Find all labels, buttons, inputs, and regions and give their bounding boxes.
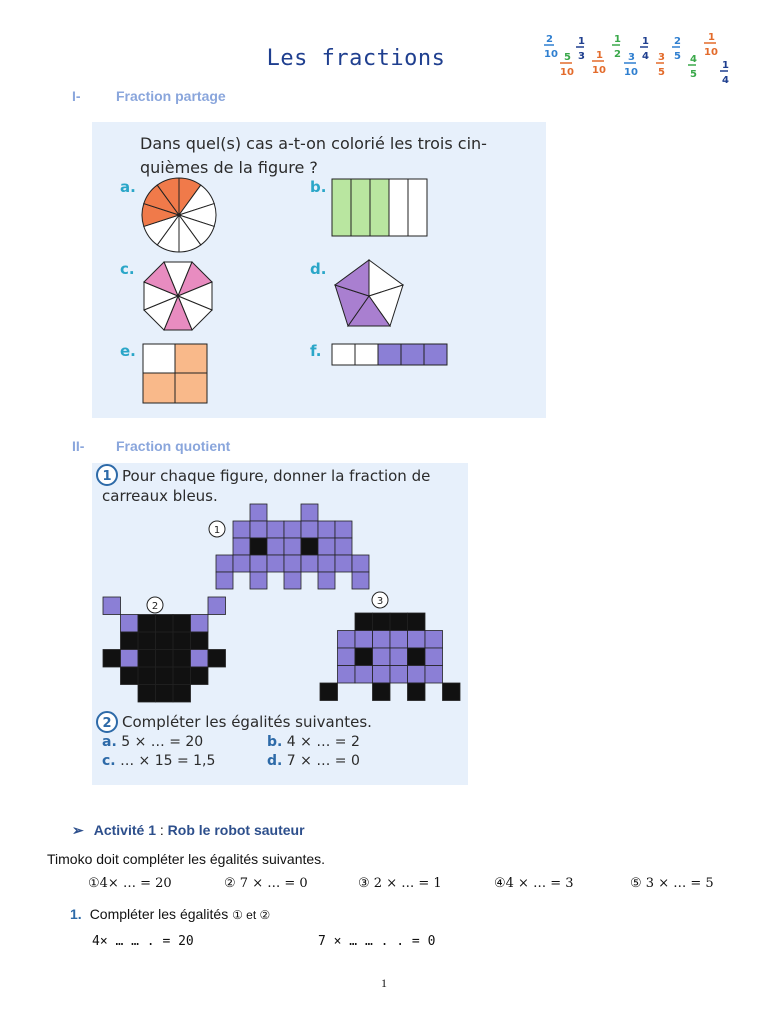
section-title: Fraction quotient [116, 438, 231, 454]
pixel-cell [390, 613, 408, 631]
pixel-cell [408, 683, 426, 701]
svg-text:10: 10 [704, 47, 718, 58]
question-line-1: Dans quel(s) cas a-t-on colorié les trois cin- [140, 134, 487, 153]
activity-separator: : [155, 822, 168, 838]
pixel-cell [138, 685, 156, 703]
svg-text:3: 3 [578, 51, 585, 62]
pixel-cell [408, 613, 426, 631]
page-title: Les fractions [266, 46, 446, 71]
pixel-cell [138, 667, 156, 685]
pixel-cell [408, 631, 426, 649]
pixel-cell [250, 521, 267, 538]
pixel-cell [373, 631, 391, 649]
activity-intro: Timoko doit compléter les égalités suivantes. [47, 851, 326, 867]
pixel-cell [191, 667, 209, 685]
figure-e-square [143, 344, 207, 403]
figure-label-d: d. [310, 260, 327, 278]
activity-heading [72, 822, 305, 839]
activity-equation-4: ④4 × … = 3 [494, 876, 574, 891]
figure-f-bar [332, 344, 447, 365]
pixel-cell [284, 555, 301, 572]
pixel-cell [301, 504, 318, 521]
svg-text:3: 3 [658, 52, 665, 63]
pixel-cell [408, 648, 426, 666]
pixel-cell [373, 683, 391, 701]
exercise-image-partage [92, 122, 546, 418]
pixel-cell [318, 555, 335, 572]
pixel-cell [373, 666, 391, 684]
figure-label-a: a. [120, 178, 136, 196]
pixel-cell [121, 667, 139, 685]
pixel-cell [121, 615, 139, 633]
badge-number-2: 2 [102, 716, 112, 731]
pixel-cell [138, 632, 156, 650]
pixel-cell [173, 685, 191, 703]
decor-frac-1b: 10 [544, 49, 558, 60]
figure-label-c: c. [120, 260, 135, 278]
pixel-cell [355, 631, 373, 649]
svg-text:5: 5 [564, 52, 571, 63]
pixel-cell [173, 632, 191, 650]
svg-text:4: 4 [642, 51, 649, 62]
activity-equation-2: ② 7 × … = 0 [224, 876, 308, 891]
pixel-cell [233, 555, 250, 572]
figure-a-circle [142, 178, 216, 252]
section-title: Fraction partage [116, 88, 226, 104]
activity-equation-1: ①4× … = 20 [88, 876, 172, 891]
page-number: 1 [381, 976, 387, 990]
pixel-cell [390, 648, 408, 666]
pixel-cell [284, 572, 301, 589]
pixel-cell [301, 555, 318, 572]
section-number: II- [72, 438, 85, 454]
decor-frac-1: 2 [546, 34, 553, 45]
equality-text: 4 × … = 2 [286, 734, 360, 750]
pixel-cell [284, 521, 301, 538]
activity-label: Activité 1 [93, 822, 156, 838]
pixel-cell [233, 521, 250, 538]
svg-text:5: 5 [690, 69, 697, 80]
figure-badge-2: 2 [151, 601, 159, 612]
pixel-cell [373, 613, 391, 631]
svg-text:1: 1 [596, 50, 603, 61]
quotient-question-1 [122, 466, 430, 486]
fractions-decoration [540, 28, 740, 90]
fraction-figures [92, 122, 546, 418]
pixel-cell [191, 632, 209, 650]
figure-label-b: b. [310, 178, 327, 196]
pixel-cell [267, 538, 284, 555]
pixel-cell [335, 555, 352, 572]
equality-label: d. [267, 753, 283, 769]
figure-d-pentagon [335, 260, 403, 326]
pixel-cell [233, 538, 250, 555]
pixel-cell [320, 683, 338, 701]
equality-label: a. [102, 734, 117, 750]
pixel-cell [250, 555, 267, 572]
question-text: Compléter les égalités [89, 906, 229, 922]
pixel-cell [335, 538, 352, 555]
pixel-cell [156, 685, 174, 703]
equality-a [102, 734, 272, 750]
pixel-cell [408, 666, 426, 684]
figure-b-rectangle [332, 179, 427, 236]
svg-text:10: 10 [592, 65, 606, 76]
svg-text:1: 1 [708, 32, 715, 43]
activity-title: Rob le robot sauteur [167, 822, 305, 838]
pixel-cell [250, 504, 267, 521]
pixel-cell [425, 666, 443, 684]
svg-text:5: 5 [674, 51, 681, 62]
pixel-cell [156, 650, 174, 668]
section-number: I- [72, 88, 81, 104]
pixel-cell [267, 521, 284, 538]
pixel-cell [425, 631, 443, 649]
svg-text:1: 1 [578, 36, 585, 47]
pixel-cell [267, 555, 284, 572]
pixel-cell [390, 666, 408, 684]
pixel-cell [250, 538, 267, 555]
badge-number-1: 1 [102, 469, 112, 484]
pixel-cell [156, 632, 174, 650]
pixel-cell [338, 666, 356, 684]
pixel-cell [390, 631, 408, 649]
pixel-cell [338, 648, 356, 666]
activity-question-1 [70, 906, 270, 922]
pixel-cell [208, 597, 226, 615]
equality-text: 5 × … = 20 [121, 734, 204, 750]
pixel-cell [173, 615, 191, 633]
pixel-cell [191, 615, 209, 633]
pixel-cell [355, 613, 373, 631]
pixel-cell [284, 538, 301, 555]
pixel-cell [425, 648, 443, 666]
pixel-cell [216, 555, 233, 572]
question-1-line-2: carreaux bleus. [102, 487, 218, 505]
pixel-cell [355, 648, 373, 666]
pixel-cell [156, 615, 174, 633]
svg-text:1: 1 [614, 34, 621, 45]
pixel-cell [335, 521, 352, 538]
equality-label: c. [102, 753, 116, 769]
svg-text:1: 1 [722, 60, 729, 71]
svg-text:10: 10 [560, 67, 574, 78]
svg-text:2: 2 [614, 49, 621, 60]
svg-text:1: 1 [642, 36, 649, 47]
pixel-cell [103, 597, 121, 615]
pixel-cell [443, 683, 461, 701]
equality-d [267, 753, 437, 769]
figure-label-f: f. [310, 342, 322, 360]
activity-equation-3: ③ 2 × … = 1 [358, 876, 442, 891]
pixel-cell [138, 650, 156, 668]
figure-badge-3: 3 [376, 596, 384, 607]
equality-b [267, 734, 437, 750]
pixel-cell [318, 538, 335, 555]
pixel-cell [138, 615, 156, 633]
question-refs: ① et ② [232, 908, 271, 922]
pixel-cell [352, 572, 369, 589]
question-1-line-1: Pour chaque figure, donner la fraction de [122, 467, 431, 485]
question-line-2: quièmes de la figure ? [140, 158, 318, 177]
fill-equation-2: 7 × … … . . = 0 [318, 934, 436, 949]
pixel-figure-2 [103, 597, 226, 702]
section-heading-1 [0, 88, 768, 106]
fill-equation-1: 4× … … . = 20 [92, 934, 194, 949]
pixel-cell [121, 632, 139, 650]
pixel-figure-1 [213, 504, 369, 589]
equality-c [102, 753, 272, 769]
pixel-cell [301, 538, 318, 555]
pixel-cell [191, 650, 209, 668]
svg-text:3: 3 [628, 52, 635, 63]
svg-text:5: 5 [658, 67, 665, 78]
activity-equation-5: ⑤ 3 × … = 5 [630, 876, 714, 891]
quotient-question-2: Compléter les égalités suivantes. [122, 713, 372, 731]
pixel-cell [355, 666, 373, 684]
pixel-cell [173, 650, 191, 668]
svg-text:10: 10 [624, 67, 638, 78]
svg-text:2: 2 [674, 36, 681, 47]
pixel-cell [208, 650, 226, 668]
pixel-cell [156, 667, 174, 685]
equality-text: … × 15 = 1,5 [120, 753, 216, 769]
figure-label-e: e. [120, 342, 136, 360]
pixel-cell [318, 572, 335, 589]
figure-badge-1: 1 [213, 525, 221, 536]
pixel-cell [318, 521, 335, 538]
pixel-cell [216, 572, 233, 589]
equality-text: 7 × … = 0 [286, 753, 360, 769]
pixel-cell [301, 521, 318, 538]
equality-label: b. [267, 734, 283, 750]
pixel-cell [338, 631, 356, 649]
exercise-image-quotient [92, 463, 468, 785]
pixel-cell [352, 555, 369, 572]
pixel-cell [121, 650, 139, 668]
svg-text:4: 4 [690, 54, 697, 65]
pixel-cell [103, 650, 121, 668]
question-number: 1. [70, 906, 82, 922]
figure-c-octagon [144, 262, 212, 330]
arrow-icon: ➢ [72, 822, 84, 838]
pixel-cell [173, 667, 191, 685]
pixel-cell [250, 572, 267, 589]
svg-text:4: 4 [722, 75, 729, 86]
pixel-figure-3 [320, 613, 460, 701]
section-heading-2 [0, 438, 768, 456]
pixel-cell [373, 648, 391, 666]
